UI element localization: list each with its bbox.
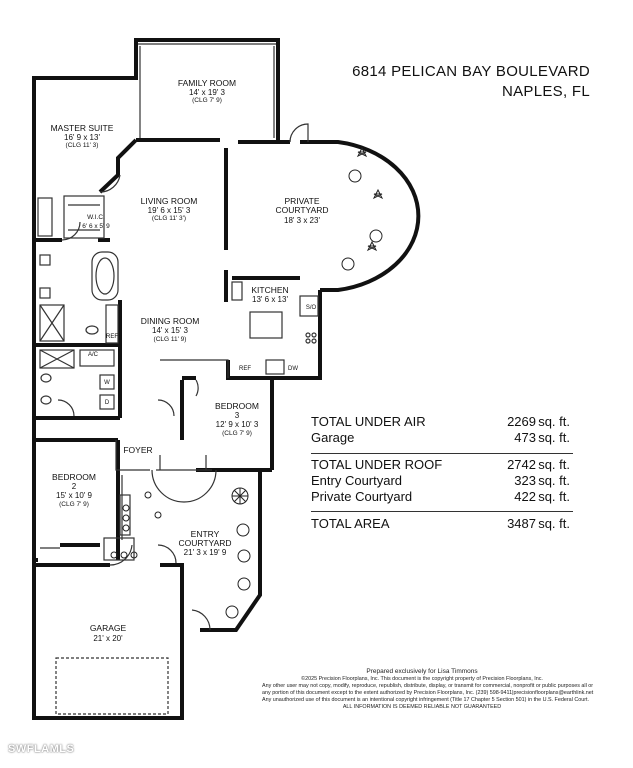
copyright-line: ALL INFORMATION IS DEEMED RELIABLE NOT GUARANTEED — [342, 704, 502, 710]
svg-text:(CLG 11' 3): (CLG 11' 3) — [65, 142, 99, 149]
svg-text:KITCHEN: KITCHEN — [251, 285, 289, 295]
fixture-ac-label: A/C — [87, 352, 99, 358]
address-line-1: 6814 PELICAN BAY BOULEVARD — [352, 63, 590, 80]
area-value: 323 — [514, 473, 536, 488]
svg-text:2: 2 — [71, 482, 77, 491]
area-row — [311, 516, 573, 532]
area-row — [311, 473, 573, 489]
room-label-bedroom-2 — [52, 472, 96, 508]
svg-text:DINING ROOM: DINING ROOM — [140, 316, 200, 326]
svg-text:FAMILY ROOM: FAMILY ROOM — [177, 78, 237, 88]
area-row — [311, 489, 573, 505]
area-label: Entry Courtyard — [311, 473, 403, 488]
svg-text:13' 6 x 13': 13' 6 x 13' — [252, 295, 288, 304]
area-row — [311, 457, 573, 473]
room-label-living-room — [141, 196, 198, 222]
svg-text:BEDROOM: BEDROOM — [215, 401, 259, 411]
area-label: TOTAL AREA — [311, 516, 390, 531]
svg-text:GARAGE: GARAGE — [89, 623, 127, 633]
address-line-2: NAPLES, FL — [501, 83, 590, 100]
area-unit: sq. ft. — [538, 489, 570, 504]
area-label: Private Courtyard — [311, 489, 413, 504]
svg-text:14' x 15' 3: 14' x 15' 3 — [152, 326, 188, 335]
area-unit: sq. ft. — [538, 516, 570, 531]
area-value: 3487 — [507, 516, 536, 531]
svg-text:19' 6 x 15' 3: 19' 6 x 15' 3 — [147, 206, 191, 215]
fixture-dw-label: DW — [288, 366, 298, 372]
room-label-entry-courtyard — [178, 529, 231, 557]
svg-text:12' 9 x 10' 3: 12' 9 x 10' 3 — [215, 420, 259, 429]
area-value: 2269 — [507, 414, 536, 429]
area-label: Garage — [311, 430, 355, 445]
svg-text:FOYER: FOYER — [123, 445, 153, 455]
room-label-dining-room — [141, 316, 200, 343]
divider — [311, 511, 573, 512]
svg-text:LIVING ROOM: LIVING ROOM — [140, 196, 198, 206]
svg-text:(CLG 11' 9): (CLG 11' 9) — [153, 336, 187, 343]
copyright-line: ©2025 Precision Floorplans, Inc. This document is the copyright property of Precision Floorplans, Inc. — [301, 676, 543, 682]
property-address — [300, 62, 590, 102]
room-label-master-suite — [51, 123, 114, 149]
room-label-wic — [82, 214, 110, 230]
prepared-for: Prepared exclusively for Lisa Timmons — [366, 668, 478, 675]
area-row — [311, 430, 573, 446]
area-unit: sq. ft. — [538, 473, 570, 488]
svg-text:BEDROOM: BEDROOM — [52, 472, 96, 482]
fixture-ref2-label: REF — [106, 334, 118, 340]
svg-text:3: 3 — [234, 411, 240, 420]
area-label: TOTAL UNDER AIR — [311, 414, 426, 429]
area-unit: sq. ft. — [538, 457, 570, 472]
svg-text:21' x 20': 21' x 20' — [93, 634, 123, 643]
copyright-line: Any other user may not copy, modify, reproduce, republish, distribute, display, or transmit for commercial, nonprofit or public purposes all or — [262, 683, 594, 689]
copyright-notice — [262, 668, 594, 711]
svg-text:MASTER SUITE: MASTER SUITE — [50, 123, 114, 133]
room-label-family-room — [178, 78, 236, 104]
svg-text:COURTYARD: COURTYARD — [178, 538, 232, 548]
svg-text:(CLG 11' 3'): (CLG 11' 3') — [151, 215, 187, 222]
area-value: 2742 — [507, 457, 536, 472]
room-label-foyer — [123, 445, 152, 455]
fixture-ref-label: REF — [239, 366, 251, 372]
svg-text:PRIVATE: PRIVATE — [284, 196, 320, 206]
copyright-line: any portion of this document except to the extent authorized by Precision Floorplans, Inc. (239) 598-9411|precisionfloorplans@earthlink.net — [262, 690, 594, 696]
svg-text:(CLG 7' 9): (CLG 7' 9) — [59, 501, 89, 508]
svg-text:18' 3 x 23': 18' 3 x 23' — [284, 216, 320, 225]
room-label-kitchen — [251, 285, 288, 304]
area-value: 422 — [514, 489, 536, 504]
area-row — [311, 414, 573, 430]
fixture-washer-label: W — [104, 380, 110, 386]
area-value: 473 — [514, 430, 536, 445]
svg-text:6' 6 x 5' 9: 6' 6 x 5' 9 — [82, 223, 110, 230]
svg-text:16' 9 x 13': 16' 9 x 13' — [64, 133, 100, 142]
svg-text:14' x 19' 3: 14' x 19' 3 — [189, 88, 225, 97]
area-label: TOTAL UNDER ROOF — [311, 457, 443, 472]
svg-text:COURTYARD: COURTYARD — [275, 205, 329, 215]
copyright-line: Any unauthorized use of this document is an intentional copyright infringement (Title 17 Chapter 5 Section 501) in the U.S. Federal Court. — [262, 697, 590, 703]
svg-text:15' x 10' 9: 15' x 10' 9 — [56, 491, 92, 500]
area-unit: sq. ft. — [538, 430, 570, 445]
divider — [311, 453, 573, 454]
room-label-private-courtyard — [275, 196, 328, 225]
mls-watermark: SWFLAMLS — [8, 743, 75, 755]
svg-text:(CLG 7' 9): (CLG 7' 9) — [222, 430, 252, 437]
area-unit: sq. ft. — [538, 414, 570, 429]
fixture-dryer-label: D — [104, 400, 110, 406]
svg-text:W.I.C.: W.I.C. — [87, 214, 105, 221]
room-label-garage — [90, 623, 127, 643]
svg-text:ENTRY: ENTRY — [190, 529, 220, 539]
fixture-sv-label: S/O — [305, 305, 317, 311]
area-summary — [311, 414, 573, 532]
room-label-bedroom-3 — [215, 401, 259, 437]
svg-text:21' 3 x 19' 9: 21' 3 x 19' 9 — [183, 548, 227, 557]
svg-text:(CLG 7' 9): (CLG 7' 9) — [192, 97, 222, 104]
